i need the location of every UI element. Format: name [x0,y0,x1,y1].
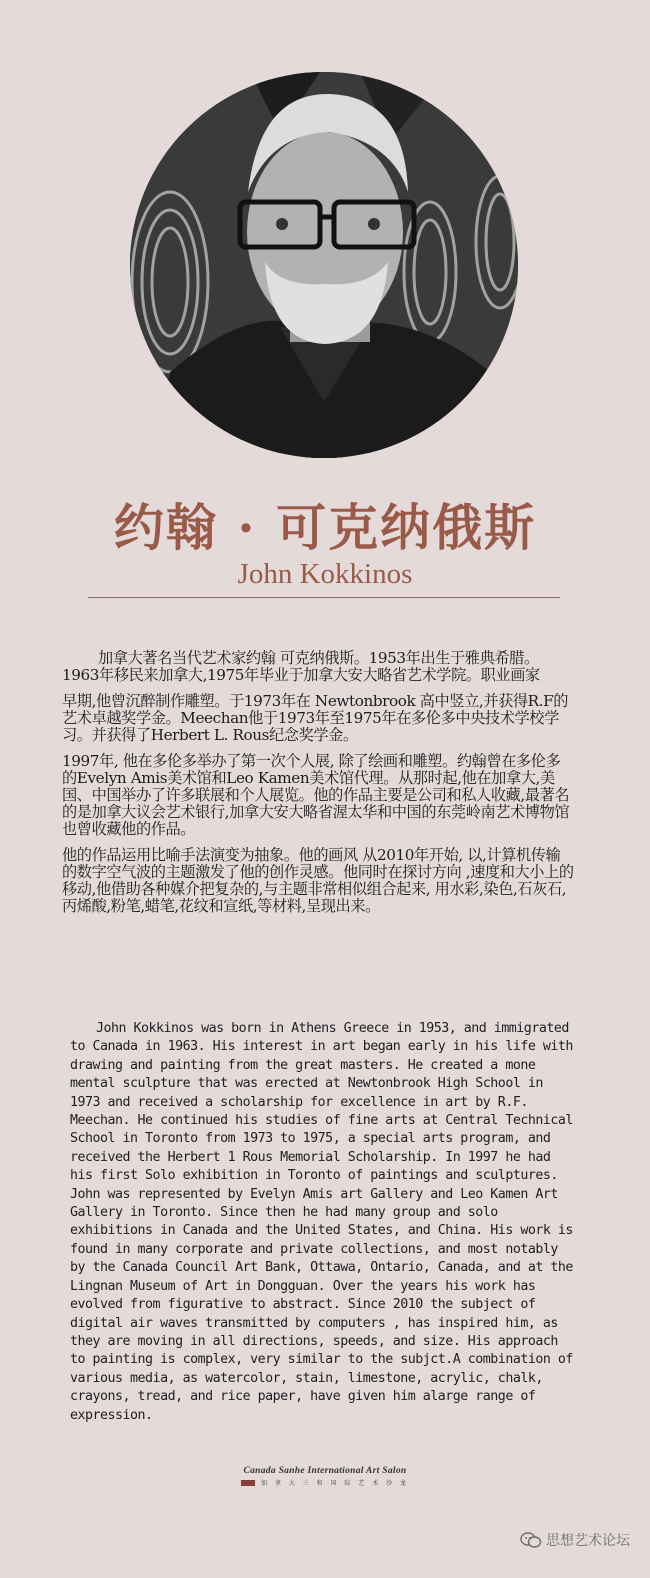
artist-portrait [130,72,518,458]
artist-name-chinese: 约翰 · 可克纳俄斯 [113,498,537,557]
salon-logo [0,1466,650,1487]
bio-zh-paragraph: 1997年, 他在多伦多举办了第一次个人展, 除了绘画和雕塑。约翰曾在多伦多的Evelyn Amis美术馆和Leo Kamen美术馆代理。从那时起,他在加拿大,美国、中国举办了许多联展和个人展览。他的作品主要是公司和私人收藏,最著名的是加拿大议会艺术银行,加拿大安大略省渥太华和中国的东莞岭南艺术博物馆也曾收藏他的作品。 [62,752,570,838]
title-divider [88,597,560,598]
watermark-text: 思想艺术论坛 [546,1533,630,1549]
salon-name-english: Canada Sanhe International Art Salon [243,1466,407,1476]
salon-mark-icon [241,1480,255,1486]
bio-zh-paragraph: 他的作品运用比喻手法演变为抽象。他的画风 从2010年开始, 以,计算机传输的数字空气波的主题激发了他的创作灵感。他同时在探讨方向 ,速度和大小上的移动,他借助各种媒介把复杂的,与主题非常相似组合起来, 用水彩,染色,石灰石,丙烯酸,粉笔,蜡笔,花纹和宣纸,等材料,呈现出来。 [62,846,574,915]
wechat-icon [520,1531,542,1549]
english-biography [70,1020,580,1425]
bio-zh-paragraph: 加拿大著名当代艺术家约翰 可克纳俄斯。1953年出生于雅典希腊。1963年移民来加拿大,1975年毕业于加拿大安大略省艺术学院。职业画家 [62,649,540,684]
source-watermark [520,1530,630,1550]
artist-name-english: John Kokkinos [237,558,413,590]
salon-name-chinese: 加 拿 大 三 和 国 际 艺 术 沙 龙 [260,1480,410,1487]
bio-en-paragraph: John Kokkinos was born in Athens Greece in 1953, and immigrated to Canada in 1963. His interest in art began early in his life with drawing and painting from the great masters. He created a mone mental sculpture that was erected at Newtonbrook High School in 1973 and received a scholarship for excellence in art by R.F. Meechan. He continued his studies of fine arts at Central Technical School in Toronto from 1973 to 1975, a special arts program, and received the Herbert 1 Rous Memorial Scholarship. In 1997 he had his first Solo exhibition in Toronto of paintings and sculptures. John was represented by Evelyn Amis art Gallery and Leo Kamen Art Gallery in Toronto. Since then he had many group and solo exhibitions in Canada and the United States, and China. His work is found in many corporate and private collections, and most notably by the Canada Council Art Bank, Ottawa, Ontario, Canada, and at the Lingnan Museum of Art in Dongguan. Over the years his work has evolved from figurative to abstract. Since 2010 the subject of digital air waves transmitted by computers , has inspired him, as they are moving in all directions, speeds, and size. His approach to painting is complex, very similar to the subjct.A combination of various media, as watercolor, stain, limestone, acrylic, chalk, crayons, tread, and rice paper, have given him alarge range of expression. [70,1021,573,1423]
chinese-biography [62,650,574,924]
bio-zh-paragraph: 早期,他曾沉醉制作雕塑。于1973年在 Newtonbrook 高中竖立,并获得R.F的艺术卓越奖学金。Meechan他于1973年至1975年在多伦多中央技术学校学习。并获得了Herbert L. Rous纪念奖学金。 [62,692,569,744]
